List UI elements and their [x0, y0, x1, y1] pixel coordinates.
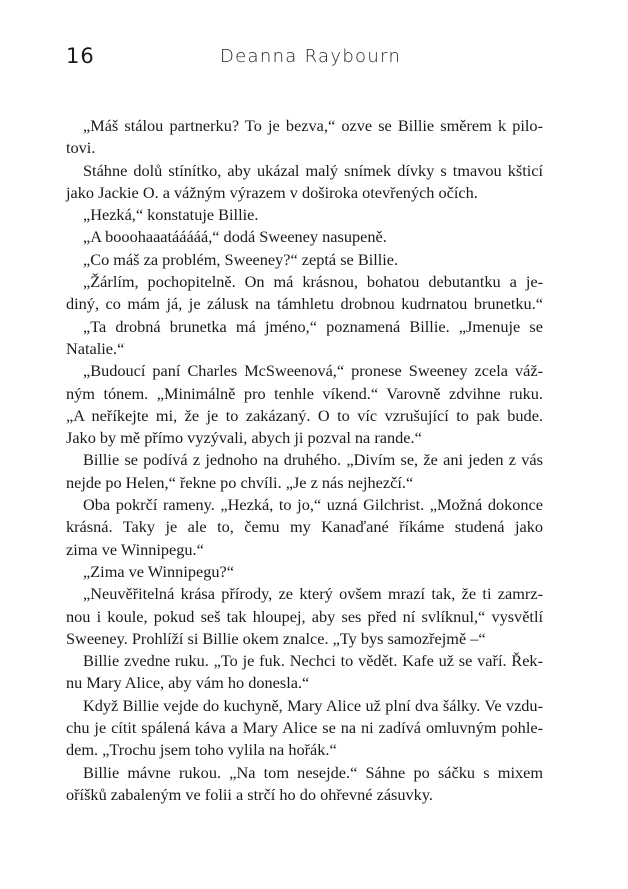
text-line: zima ve Winnipegu.“ — [66, 539, 204, 559]
running-head-author: Deanna Raybourn — [220, 46, 402, 67]
text-line: Oba pokrčí rameny. „Hezká, to jo,“ uzná Gilchrist. „Možná dokonce — [83, 495, 543, 515]
text-line: Sweeney. Prohlíží si Billie okem znalce. „Ty bys samozřejmě –“ — [66, 628, 486, 648]
text-line: krásná. Taky je ale to, čemu my Kanaďané říkáme studená jako — [66, 517, 543, 537]
text-line: „A neříkejte mi, že je to zakázaný. O to víc vzrušující to pak bude. — [66, 405, 543, 425]
text-line: Billie se podívá z jednoho na druhého. „Divím se, že ani jeden z vás — [83, 450, 543, 470]
text-line: Když Billie vejde do kuchyně, Mary Alice už plní dva šálky. Ve vzdu- — [83, 695, 543, 715]
text-line: „A booohaaatááááá,“ dodá Sweeney nasupeně. — [83, 227, 387, 247]
text-line: jako Jackie O. a vážným výrazem v doširoka otevřených očích. — [66, 182, 478, 202]
text-line: tovi. — [66, 138, 96, 158]
text-line: Stáhne dolů stínítko, aby ukázal malý snímek dívky s tmavou kšticí — [83, 160, 543, 180]
text-line: chu je cítit spálená káva a Mary Alice se na ni zadívá omluvným pohle- — [66, 718, 543, 738]
text-line: dem. „Trochu jsem toho vylila na hořák.“ — [66, 740, 337, 760]
text-line: oříšků zabaleným ve folii a strčí ho do ohřevné zásuvky. — [66, 784, 433, 804]
text-line: „Ta drobná brunetka má jméno,“ poznamená Billie. „Jmenuje se — [83, 316, 543, 336]
text-line: Billie zvedne ruku. „To je fuk. Nechci to vědět. Kafe už se vaří. Řek- — [83, 651, 543, 671]
text-line: ným tónem. „Minimálně pro tenhle víkend.“ Varovně zdvihne ruku. — [66, 383, 543, 403]
body-text — [66, 115, 543, 806]
text-line: nejde po Helen,“ řekne po chvíli. „Je z nás nejhezčí.“ — [66, 472, 414, 492]
text-line: „Máš stálou partnerku? To je bezva,“ ozve se Billie směrem k pilo- — [83, 116, 543, 135]
text-line: „Zima ve Winnipegu?“ — [83, 561, 234, 581]
text-line: Billie mávne rukou. „Na tom nesejde.“ Sáhne po sáčku s mixem — [83, 762, 543, 782]
text-line: „Budoucí paní Charles McSweenová,“ pronese Sweeney zcela váž- — [83, 361, 543, 381]
text-line: „Žárlím, pochopitelně. On má krásnou, bohatou debutantku a je- — [83, 272, 543, 292]
text-line: „Co máš za problém, Sweeney?“ zeptá se Billie. — [83, 249, 399, 269]
text-line: nou i koule, pokud seš tak hloupej, aby ses před ní svlíknul,“ vysvětlí — [66, 606, 543, 626]
text-line: Natalie.“ — [66, 338, 125, 358]
text-line: „Neuvěřitelná krása přírody, ze který ovšem mrazí tak, že ti zamrz- — [83, 584, 543, 604]
page-header — [66, 44, 546, 74]
text-line: „Hezká,“ konstatuje Billie. — [83, 205, 259, 225]
text-line: Jako by mě přímo vyzývali, abych ji pozval na rande.“ — [66, 428, 422, 448]
page-number: 16 — [66, 44, 95, 68]
text-line: nu Mary Alice, aby vám ho donesla.“ — [66, 673, 310, 693]
text-line: diný, co mám já, je zálusk na támhletu drobnou kudrnatou brunetku.“ — [66, 294, 543, 314]
